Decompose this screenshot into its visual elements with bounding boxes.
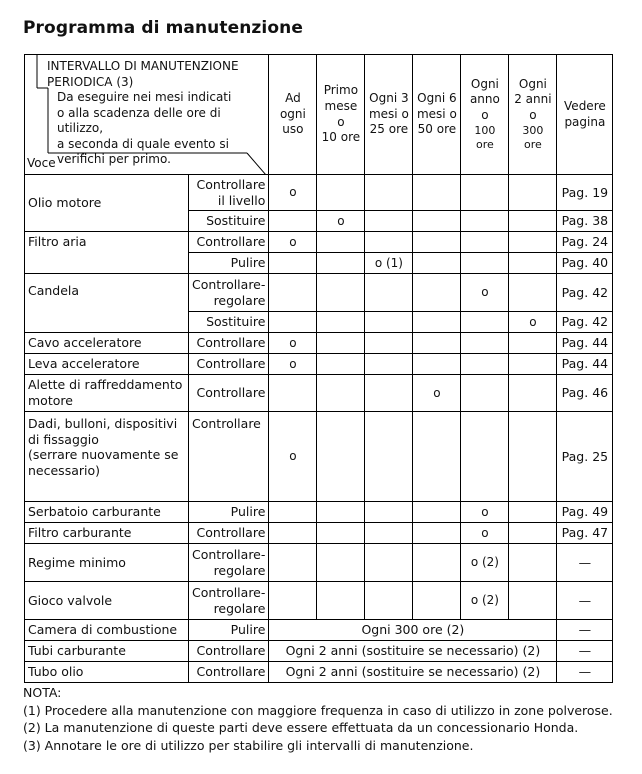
page-ref: Pag. 38 bbox=[557, 211, 613, 232]
item-serbatoio-carburante: Serbatoio carburante bbox=[25, 502, 189, 523]
item-camera-combustione: Camera di combustione bbox=[25, 620, 189, 641]
table-row bbox=[25, 412, 613, 502]
item-regime-minimo: Regime minimo bbox=[25, 544, 189, 582]
action-cell: Pulire bbox=[189, 502, 269, 523]
mark-cell: o (2) bbox=[461, 582, 509, 620]
interval-title-line: INTERVALLO DI MANUTENZIONE bbox=[47, 59, 239, 73]
page-ref: Pag. 44 bbox=[557, 354, 613, 375]
item-tubo-olio: Tubo olio bbox=[25, 662, 189, 683]
table-row bbox=[25, 544, 613, 582]
item-dadi-bulloni: Dadi, bulloni, dispositivi di fissaggio (serrare nuovamente se necessario) bbox=[25, 412, 189, 502]
page-ref: — bbox=[557, 620, 613, 641]
mark-cell: o bbox=[269, 175, 317, 211]
mark-cell: o bbox=[269, 333, 317, 354]
action-cell: Sostituire bbox=[189, 312, 269, 333]
item-filtro-carburante: Filtro carburante bbox=[25, 523, 189, 544]
col-header-ogni-3-mesi: Ogni 3 mesi o 25 ore bbox=[365, 55, 413, 175]
mark-cell: o (1) bbox=[365, 253, 413, 274]
interval-span-text: Ogni 2 anni (sostituire se necessario) (2) bbox=[269, 641, 557, 662]
notes-section bbox=[23, 684, 613, 754]
col-header-ogni-2-anni: Ogni 2 anni o 300 ore bbox=[509, 55, 557, 175]
page-ref: Pag. 24 bbox=[557, 232, 613, 253]
interval-span-text: Ogni 2 anni (sostituire se necessario) (2) bbox=[269, 662, 557, 683]
table-row bbox=[25, 662, 613, 683]
interval-note-line: verifichi per primo. bbox=[57, 152, 171, 167]
table-row bbox=[25, 620, 613, 641]
page-ref: Pag. 46 bbox=[557, 375, 613, 412]
mark-cell: o bbox=[413, 375, 461, 412]
page-ref: Pag. 47 bbox=[557, 523, 613, 544]
item-filtro-aria: Filtro aria bbox=[25, 232, 189, 274]
col-header-ogni-anno: Ogni anno o 100 ore bbox=[461, 55, 509, 175]
col-header-vedere-pagina: Vedere pagina bbox=[557, 55, 613, 175]
mark-cell: o bbox=[461, 502, 509, 523]
action-cell: Pulire bbox=[189, 620, 269, 641]
table-row bbox=[25, 523, 613, 544]
mark-cell: o (2) bbox=[461, 544, 509, 582]
action-cell: Controllare- regolare bbox=[189, 274, 269, 312]
table-row bbox=[25, 175, 613, 211]
page-ref: — bbox=[557, 662, 613, 683]
item-leva-acceleratore: Leva acceleratore bbox=[25, 354, 189, 375]
action-cell: Controllare- regolare bbox=[189, 544, 269, 582]
page-ref: Pag. 25 bbox=[557, 412, 613, 502]
interval-note-line: a seconda di quale evento si bbox=[57, 136, 229, 151]
page-ref: Pag. 40 bbox=[557, 253, 613, 274]
action-cell: Controllare bbox=[189, 412, 269, 502]
page-ref: — bbox=[557, 641, 613, 662]
interval-note-line: o alla scadenza delle ore di utilizzo, bbox=[57, 105, 221, 136]
item-alette-raffreddamento: Alette di raffreddamento motore bbox=[25, 375, 189, 412]
item-cavo-acceleratore: Cavo acceleratore bbox=[25, 333, 189, 354]
page-ref: Pag. 42 bbox=[557, 274, 613, 312]
note-2: (2) La manutenzione di queste parti deve essere effettuata da un concessionario Honda. bbox=[23, 720, 579, 735]
interval-title bbox=[47, 59, 239, 90]
mark-cell: o bbox=[269, 412, 317, 502]
mark-cell: o bbox=[269, 232, 317, 253]
table-header-row bbox=[25, 55, 613, 175]
interval-note-line: Da eseguire nei mesi indicati bbox=[57, 90, 232, 104]
col-header-ad-ogni-uso: Ad ogni uso bbox=[269, 55, 317, 175]
page-ref: — bbox=[557, 544, 613, 582]
mark-cell: o bbox=[269, 354, 317, 375]
action-cell: Controllare il livello bbox=[189, 175, 269, 211]
item-tubi-carburante: Tubi carburante bbox=[25, 641, 189, 662]
item-olio-motore: Olio motore bbox=[25, 175, 189, 232]
table-row bbox=[25, 641, 613, 662]
mark-cell: o bbox=[461, 274, 509, 312]
table-row bbox=[25, 354, 613, 375]
interval-header-cell bbox=[25, 55, 269, 175]
action-cell: Pulire bbox=[189, 253, 269, 274]
item-candela: Candela bbox=[25, 274, 189, 333]
page-title: Programma di manutenzione bbox=[23, 18, 303, 38]
interval-title-line: PERIODICA (3) bbox=[47, 74, 134, 89]
mark-cell: o bbox=[461, 523, 509, 544]
page-ref: Pag. 44 bbox=[557, 333, 613, 354]
maintenance-schedule-table bbox=[24, 54, 613, 683]
table-row bbox=[25, 375, 613, 412]
mark-cell: o bbox=[509, 312, 557, 333]
note-3: (3) Annotare le ore di utilizzo per stabilire gli intervalli di manutenzione. bbox=[23, 737, 474, 753]
action-cell: Controllare bbox=[189, 523, 269, 544]
action-cell: Controllare bbox=[189, 662, 269, 683]
action-cell: Controllare bbox=[189, 232, 269, 253]
action-cell: Controllare- regolare bbox=[189, 582, 269, 620]
interval-span-text: Ogni 300 ore (2) bbox=[269, 620, 557, 641]
page-ref: Pag. 49 bbox=[557, 502, 613, 523]
col-header-ogni-6-mesi: Ogni 6 mesi o 50 ore bbox=[413, 55, 461, 175]
action-cell: Sostituire bbox=[189, 211, 269, 232]
page-ref: — bbox=[557, 582, 613, 620]
table-row bbox=[25, 232, 613, 253]
page-ref: Pag. 42 bbox=[557, 312, 613, 333]
action-cell: Controllare bbox=[189, 641, 269, 662]
mark-cell: o bbox=[317, 211, 365, 232]
table-row bbox=[25, 333, 613, 354]
action-cell: Controllare bbox=[189, 354, 269, 375]
notes-heading: NOTA: bbox=[23, 685, 62, 700]
table-row bbox=[25, 582, 613, 620]
table-row bbox=[25, 502, 613, 523]
table-row bbox=[25, 274, 613, 312]
action-cell: Controllare bbox=[189, 375, 269, 412]
col-header-primo-mese: Primo mese o 10 ore bbox=[317, 55, 365, 175]
action-cell: Controllare bbox=[189, 333, 269, 354]
interval-note bbox=[57, 90, 268, 168]
page-ref: Pag. 19 bbox=[557, 175, 613, 211]
item-gioco-valvole: Gioco valvole bbox=[25, 582, 189, 620]
note-1: (1) Procedere alla manutenzione con maggiore frequenza in caso di utilizzo in zone polverose. bbox=[23, 702, 613, 718]
voce-label: Voce bbox=[27, 156, 56, 170]
